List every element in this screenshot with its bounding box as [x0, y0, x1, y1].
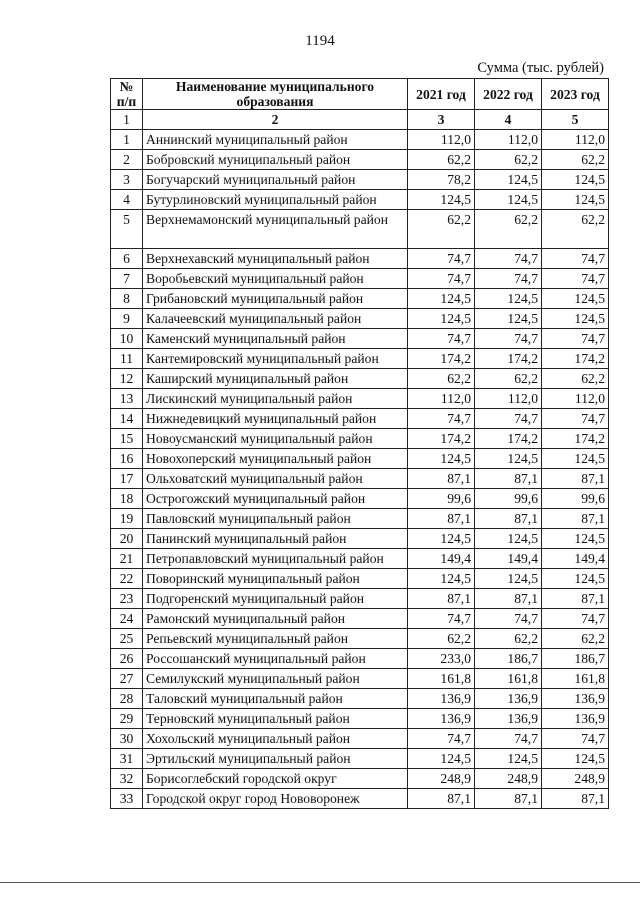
value-2022: 149,4: [475, 549, 542, 569]
row-number: 30: [111, 729, 143, 749]
row-number: 18: [111, 489, 143, 509]
value-2023: 124,5: [542, 449, 609, 469]
row-name: Павловский муниципальный район: [143, 509, 408, 529]
value-2022: 124,5: [475, 190, 542, 210]
table-row: [111, 150, 609, 170]
value-2023: 124,5: [542, 749, 609, 769]
value-2023: 74,7: [542, 249, 609, 269]
value-2021: 99,6: [408, 489, 475, 509]
row-number: 26: [111, 649, 143, 669]
row-name: Эртильский муниципальный район: [143, 749, 408, 769]
value-2022: 124,5: [475, 749, 542, 769]
column-number-row: [111, 110, 609, 130]
value-2022: 161,8: [475, 669, 542, 689]
value-2022: 99,6: [475, 489, 542, 509]
value-2021: 87,1: [408, 469, 475, 489]
row-name: Верхнемамонский муниципальный район: [143, 210, 408, 249]
footer-divider: [0, 882, 640, 883]
value-2022: 74,7: [475, 269, 542, 289]
row-number: 22: [111, 569, 143, 589]
value-2021: 74,7: [408, 609, 475, 629]
row-name: Калачеевский муниципальный район: [143, 309, 408, 329]
value-2023: 174,2: [542, 429, 609, 449]
value-2021: 62,2: [408, 369, 475, 389]
value-2022: 62,2: [475, 210, 542, 249]
row-name: Новохоперский муниципальный район: [143, 449, 408, 469]
value-2023: 124,5: [542, 569, 609, 589]
units-label: Сумма (тыс. рублей): [477, 60, 604, 76]
row-number: 29: [111, 709, 143, 729]
value-2021: 62,2: [408, 210, 475, 249]
column-number: 2: [143, 110, 408, 130]
table-row: [111, 170, 609, 190]
value-2023: 74,7: [542, 609, 609, 629]
column-number: 5: [542, 110, 609, 130]
table-row: [111, 749, 609, 769]
row-name: Острогожский муниципальный район: [143, 489, 408, 509]
value-2023: 161,8: [542, 669, 609, 689]
value-2021: 62,2: [408, 150, 475, 170]
value-2023: 124,5: [542, 190, 609, 210]
row-name: Каменский муниципальный район: [143, 329, 408, 349]
row-name: Каширский муниципальный район: [143, 369, 408, 389]
row-number: 20: [111, 529, 143, 549]
row-name: Бобровский муниципальный район: [143, 150, 408, 170]
row-number: 9: [111, 309, 143, 329]
value-2021: 124,5: [408, 190, 475, 210]
value-2022: 136,9: [475, 689, 542, 709]
table-row: [111, 369, 609, 389]
row-number: 10: [111, 329, 143, 349]
value-2023: 174,2: [542, 349, 609, 369]
row-name: Хохольский муниципальный район: [143, 729, 408, 749]
row-name: Поворинский муниципальный район: [143, 569, 408, 589]
table-row: [111, 709, 609, 729]
value-2023: 136,9: [542, 709, 609, 729]
value-2022: 62,2: [475, 150, 542, 170]
row-name: Нижнедевицкий муниципальный район: [143, 409, 408, 429]
value-2022: 87,1: [475, 509, 542, 529]
row-number: 31: [111, 749, 143, 769]
value-2022: 112,0: [475, 389, 542, 409]
table-row: [111, 190, 609, 210]
row-name: Петропавловский муниципальный район: [143, 549, 408, 569]
table-body: [111, 130, 609, 809]
value-2021: 124,5: [408, 289, 475, 309]
value-2021: 87,1: [408, 789, 475, 809]
row-number: 21: [111, 549, 143, 569]
row-name: Грибановский муниципальный район: [143, 289, 408, 309]
table-row: [111, 549, 609, 569]
value-2023: 124,5: [542, 309, 609, 329]
value-2022: 124,5: [475, 529, 542, 549]
row-number: 13: [111, 389, 143, 409]
row-name: Кантемировский муниципальный район: [143, 349, 408, 369]
row-number: 7: [111, 269, 143, 289]
row-number: 1: [111, 130, 143, 150]
value-2023: 112,0: [542, 130, 609, 150]
column-number: 1: [111, 110, 143, 130]
value-2022: 248,9: [475, 769, 542, 789]
row-number: 19: [111, 509, 143, 529]
value-2023: 62,2: [542, 210, 609, 249]
row-name: Борисоглебский городской округ: [143, 769, 408, 789]
row-name: Аннинский муниципальный район: [143, 130, 408, 150]
row-number: 11: [111, 349, 143, 369]
value-2021: 87,1: [408, 589, 475, 609]
value-2022: 124,5: [475, 449, 542, 469]
row-name: Верхнехавский муниципальный район: [143, 249, 408, 269]
value-2021: 124,5: [408, 749, 475, 769]
value-2023: 87,1: [542, 469, 609, 489]
row-name: Рамонский муниципальный район: [143, 609, 408, 629]
page-number: 1194: [305, 33, 335, 49]
value-2023: 74,7: [542, 269, 609, 289]
row-number: 32: [111, 769, 143, 789]
row-number: 6: [111, 249, 143, 269]
row-name: Новоусманский муниципальный район: [143, 429, 408, 449]
table-row: [111, 469, 609, 489]
value-2022: 186,7: [475, 649, 542, 669]
value-2021: 248,9: [408, 769, 475, 789]
row-name: Бутурлиновский муниципальный район: [143, 190, 408, 210]
row-name: Богучарский муниципальный район: [143, 170, 408, 190]
column-number: 4: [475, 110, 542, 130]
row-number: 25: [111, 629, 143, 649]
value-2021: 74,7: [408, 329, 475, 349]
row-number: 23: [111, 589, 143, 609]
row-number: 24: [111, 609, 143, 629]
table-row: [111, 689, 609, 709]
row-name: Семилукский муниципальный район: [143, 669, 408, 689]
row-number: 3: [111, 170, 143, 190]
value-2022: 124,5: [475, 170, 542, 190]
row-number: 12: [111, 369, 143, 389]
table-row: [111, 649, 609, 669]
value-2023: 124,5: [542, 289, 609, 309]
row-number: 16: [111, 449, 143, 469]
row-number: 33: [111, 789, 143, 809]
value-2022: 74,7: [475, 249, 542, 269]
value-2023: 87,1: [542, 509, 609, 529]
value-2022: 136,9: [475, 709, 542, 729]
value-2022: 62,2: [475, 629, 542, 649]
table-row: [111, 249, 609, 269]
table-row: [111, 509, 609, 529]
value-2021: 124,5: [408, 449, 475, 469]
value-2021: 136,9: [408, 689, 475, 709]
value-2021: 74,7: [408, 249, 475, 269]
table-row: [111, 669, 609, 689]
value-2021: 174,2: [408, 429, 475, 449]
value-2022: 74,7: [475, 409, 542, 429]
row-number: 27: [111, 669, 143, 689]
header-2022: 2022 год: [475, 79, 542, 110]
table-row: [111, 729, 609, 749]
value-2023: 149,4: [542, 549, 609, 569]
value-2022: 74,7: [475, 609, 542, 629]
row-name: Таловский муниципальный район: [143, 689, 408, 709]
row-name: Россошанский муниципальный район: [143, 649, 408, 669]
column-number: 3: [408, 110, 475, 130]
value-2021: 161,8: [408, 669, 475, 689]
value-2023: 124,5: [542, 529, 609, 549]
value-2021: 233,0: [408, 649, 475, 669]
row-number: 28: [111, 689, 143, 709]
value-2021: 78,2: [408, 170, 475, 190]
table-row: [111, 309, 609, 329]
value-2023: 62,2: [542, 150, 609, 170]
row-number: 8: [111, 289, 143, 309]
table-row: [111, 389, 609, 409]
row-name: Лискинский муниципальный район: [143, 389, 408, 409]
table-row: [111, 429, 609, 449]
table-row: [111, 569, 609, 589]
row-name: Подгоренский муниципальный район: [143, 589, 408, 609]
row-name: Терновский муниципальный район: [143, 709, 408, 729]
value-2021: 62,2: [408, 629, 475, 649]
value-2022: 74,7: [475, 329, 542, 349]
budget-table: [110, 78, 609, 809]
value-2023: 136,9: [542, 689, 609, 709]
row-number: 2: [111, 150, 143, 170]
table-row: [111, 289, 609, 309]
row-name: Городской округ город Нововоронеж: [143, 789, 408, 809]
row-number: 14: [111, 409, 143, 429]
value-2021: 74,7: [408, 729, 475, 749]
table-row: [111, 489, 609, 509]
value-2021: 112,0: [408, 389, 475, 409]
value-2021: 174,2: [408, 349, 475, 369]
row-name: Ольховатский муниципальный район: [143, 469, 408, 489]
value-2023: 87,1: [542, 589, 609, 609]
table-row: [111, 769, 609, 789]
value-2022: 87,1: [475, 589, 542, 609]
table-row: [111, 329, 609, 349]
table-row: [111, 589, 609, 609]
value-2022: 112,0: [475, 130, 542, 150]
header-2023: 2023 год: [542, 79, 609, 110]
row-name: Репьевский муниципальный район: [143, 629, 408, 649]
value-2021: 74,7: [408, 269, 475, 289]
table-row: [111, 529, 609, 549]
row-number: 4: [111, 190, 143, 210]
table-row: [111, 349, 609, 369]
value-2023: 62,2: [542, 629, 609, 649]
value-2023: 112,0: [542, 389, 609, 409]
value-2023: 87,1: [542, 789, 609, 809]
value-2022: 124,5: [475, 289, 542, 309]
value-2022: 87,1: [475, 469, 542, 489]
value-2021: 149,4: [408, 549, 475, 569]
value-2023: 74,7: [542, 409, 609, 429]
row-number: 5: [111, 210, 143, 249]
value-2021: 74,7: [408, 409, 475, 429]
value-2022: 87,1: [475, 789, 542, 809]
value-2022: 124,5: [475, 569, 542, 589]
table-row: [111, 629, 609, 649]
value-2022: 62,2: [475, 369, 542, 389]
value-2021: 87,1: [408, 509, 475, 529]
value-2021: 124,5: [408, 529, 475, 549]
value-2021: 136,9: [408, 709, 475, 729]
header-name: Наименование муниципального образования: [143, 79, 408, 110]
table-row: [111, 269, 609, 289]
value-2023: 99,6: [542, 489, 609, 509]
header-2021: 2021 год: [408, 79, 475, 110]
row-number: 15: [111, 429, 143, 449]
value-2021: 124,5: [408, 309, 475, 329]
value-2022: 74,7: [475, 729, 542, 749]
value-2022: 174,2: [475, 429, 542, 449]
table-row: [111, 789, 609, 809]
value-2021: 112,0: [408, 130, 475, 150]
table-row: [111, 130, 609, 150]
table-row: [111, 449, 609, 469]
value-2021: 124,5: [408, 569, 475, 589]
table-row: [111, 609, 609, 629]
value-2022: 124,5: [475, 309, 542, 329]
row-name: Панинский муниципальный район: [143, 529, 408, 549]
table-row: [111, 409, 609, 429]
table-row: [111, 210, 609, 249]
value-2023: 74,7: [542, 729, 609, 749]
row-number: 17: [111, 469, 143, 489]
table-header-row: [111, 79, 609, 110]
value-2023: 248,9: [542, 769, 609, 789]
value-2023: 62,2: [542, 369, 609, 389]
value-2023: 186,7: [542, 649, 609, 669]
value-2022: 174,2: [475, 349, 542, 369]
value-2023: 74,7: [542, 329, 609, 349]
header-num: № п/п: [111, 79, 143, 110]
row-name: Воробьевский муниципальный район: [143, 269, 408, 289]
value-2023: 124,5: [542, 170, 609, 190]
